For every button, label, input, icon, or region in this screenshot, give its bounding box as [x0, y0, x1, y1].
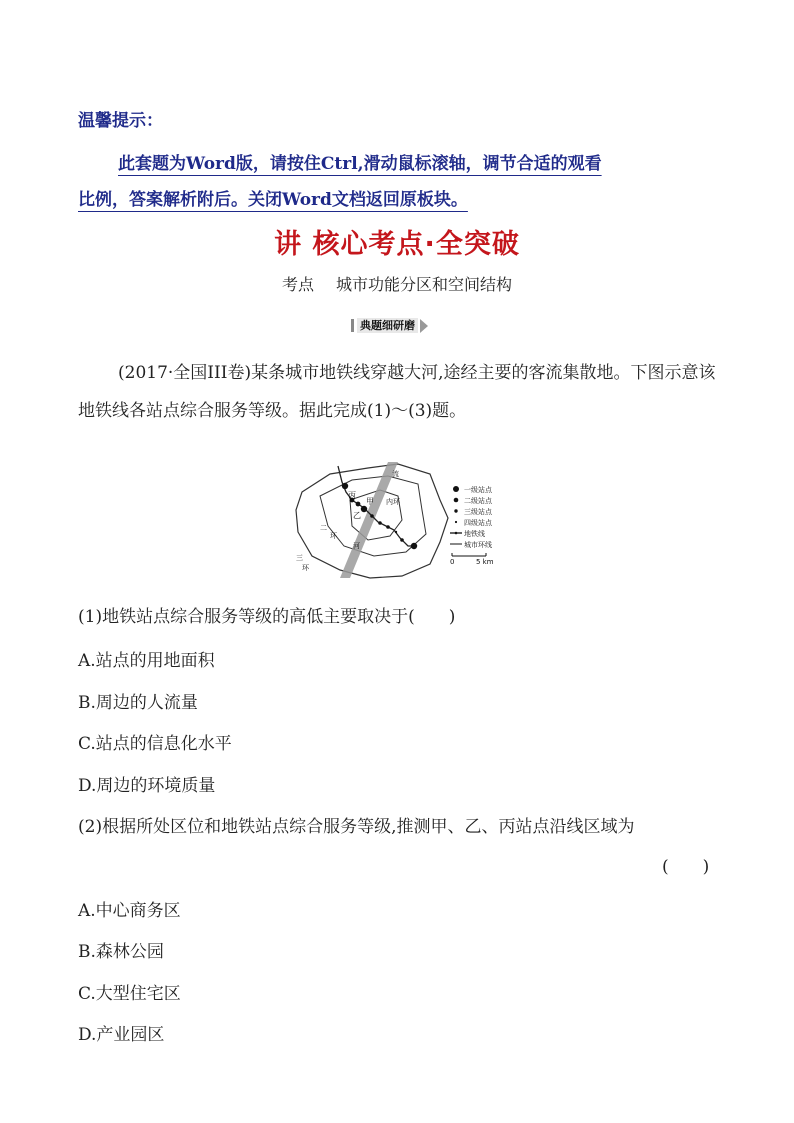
river — [340, 462, 398, 578]
scale-zero: 0 — [450, 558, 455, 566]
badge-label: 典题细研磨 — [357, 318, 418, 333]
badge-arrow-icon — [420, 319, 428, 333]
label-bing: 丙 — [348, 491, 356, 500]
q2-stem: (2)根据所处区位和地铁站点综合服务等级,推测甲、乙、丙站点沿线区域为 — [78, 817, 635, 837]
q2-option-d[interactable]: D.产业园区 — [78, 1025, 165, 1045]
station-level3 — [400, 538, 404, 542]
q1-option-a[interactable]: A.站点的用地面积 — [78, 651, 215, 671]
legend-subway: 地铁线 — [464, 530, 485, 538]
label-inner-ring: 内环 — [386, 498, 400, 506]
station-level1 — [342, 483, 348, 489]
station-level1 — [411, 543, 417, 549]
question-intro: (2017·全国III卷)某条城市地铁线穿越大河,途经主要的客流集散地。下图示意该地铁线各站点综合服务等级。据此完成(1)～(3)题。 — [78, 363, 716, 421]
legend-icon-subway-dot — [455, 532, 458, 535]
legend-ring: 城市环线 — [464, 541, 492, 549]
legend-icon-level4 — [455, 521, 457, 523]
station-level3 — [370, 514, 374, 518]
q1-option-c[interactable]: C.站点的信息化水平 — [78, 734, 232, 754]
station-level1 — [361, 506, 367, 512]
legend-icon-level2 — [454, 498, 459, 503]
q1-stem: (1)地铁站点综合服务等级的高低主要取决于( ) — [78, 607, 456, 627]
legend-icon-level1 — [453, 486, 459, 492]
label-river-2: 河 — [353, 542, 360, 550]
scale-five: 5 km — [476, 558, 494, 566]
legend-level1: 一级站点 — [464, 486, 492, 494]
label-jia: 甲 — [366, 497, 374, 506]
q2-option-a[interactable]: A.中心商务区 — [78, 901, 181, 921]
label-second-ring-a: 二 — [320, 524, 327, 532]
label-river-1: 流 — [392, 470, 399, 478]
station-level4 — [395, 531, 397, 533]
q2-option-c[interactable]: C.大型住宅区 — [78, 984, 181, 1004]
station-level3 — [386, 525, 390, 529]
legend-level2: 二级站点 — [464, 497, 492, 505]
label-second-ring-b: 环 — [330, 532, 337, 540]
topic-label: 考点 — [281, 275, 314, 294]
q2-option-b[interactable]: B.森林公园 — [78, 942, 164, 962]
tip-line-1: 此套题为Word版，请按住Ctrl,滑动鼠标滚轴，调节合适的观看 — [118, 154, 602, 174]
tip-title: 温馨提示： — [78, 111, 163, 131]
lecture-title: 讲 核心考点·全突破 — [274, 229, 520, 260]
legend-level3: 三级站点 — [464, 508, 492, 516]
section-badge — [351, 318, 428, 333]
topic-name: 城市功能分区和空间结构 — [336, 275, 513, 294]
q1-option-d[interactable]: D.周边的环境质量 — [78, 776, 216, 796]
topic-heading — [0, 272, 794, 295]
badge-bar — [351, 319, 354, 332]
label-third-ring-a: 三 — [296, 554, 303, 562]
tip-line-2: 比例，答案解析附后。关闭Word文档返回原板块。 — [78, 190, 468, 210]
legend-icon-level3 — [454, 509, 457, 512]
subway-map-figure — [290, 460, 510, 580]
label-third-ring-b: 环 — [302, 564, 309, 572]
station-level2 — [356, 502, 361, 507]
station-level3 — [378, 521, 382, 525]
q1-option-b[interactable]: B.周边的人流量 — [78, 693, 198, 713]
legend-level4: 四级站点 — [464, 519, 492, 527]
tip-body — [78, 146, 723, 218]
q2-answer-paren: ( ) — [662, 857, 710, 877]
label-yi: 乙 — [353, 511, 361, 520]
